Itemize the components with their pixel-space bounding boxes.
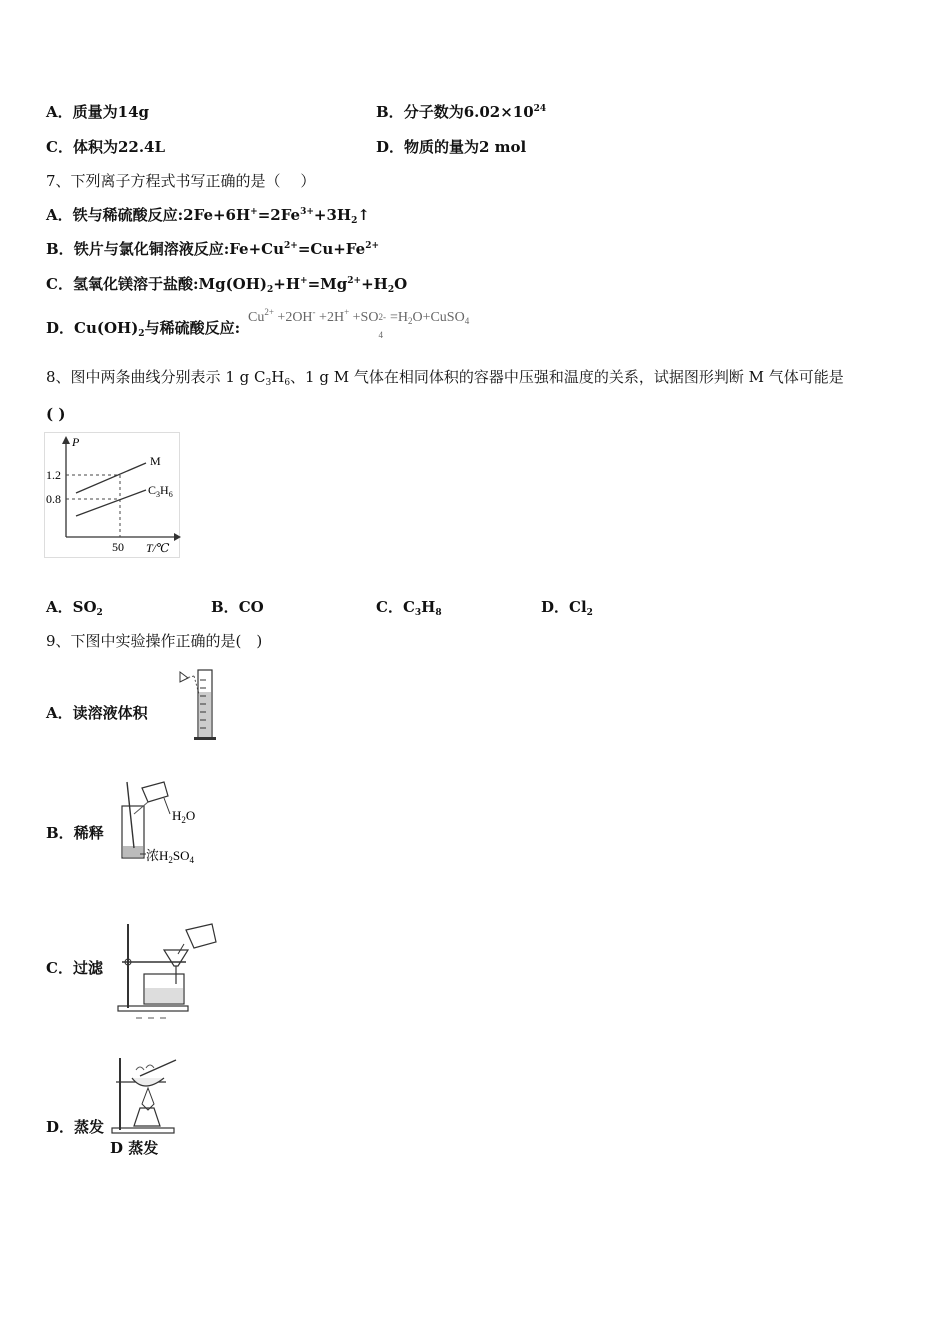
graph-label-m: M <box>150 454 161 468</box>
q9-option-d-caption: D 蒸发 <box>110 1139 159 1157</box>
q7-option-b: B．铁片与氯化铜溶液反应$:Fe+Cu^{2+}=Cu+Fe^{2+}$ <box>46 240 379 258</box>
q6-option-d: D．物质的量为2 mol <box>376 138 527 156</box>
q9-dilution-figure <box>112 778 212 868</box>
q9-option-b: B．稀释 <box>46 824 104 842</box>
q7-option-d-equation: $Cu^{2+} +2OH^- +2H^+ +SO$ 2- 4 $=H_2O+CuSO_4$ <box>248 307 470 340</box>
q9-option-c: C．过滤 <box>46 959 103 977</box>
q9-filtration-figure <box>116 918 222 1022</box>
graph-y-label: P <box>72 435 80 449</box>
q9-option-a: A．读溶液体积 <box>46 704 148 722</box>
q8-stem-paren: ( ) <box>46 405 66 423</box>
water-label: $H_2O$ <box>172 808 196 825</box>
graph-curve-c3h6 <box>76 490 146 516</box>
q9-option-d: D．蒸发 <box>46 1118 105 1136</box>
q8-option-b: B．CO <box>211 598 264 616</box>
q6-option-b: B．分子数为$6.02\times 10^{24}$ <box>376 103 547 121</box>
q6-option-c: C．体积为22.4L <box>46 138 166 156</box>
graph-curve-m <box>76 463 146 493</box>
q9-graduated-cylinder-figure <box>170 664 222 742</box>
q8-option-c: C．$C_3H_8$ <box>376 598 442 618</box>
q7-option-d: D．$Cu(OH)_2$与稀硫酸反应: <box>46 319 241 339</box>
q6-option-a: A．质量为14g <box>46 103 150 121</box>
graph-y-tick-0.8: 0.8 <box>46 492 61 506</box>
q9-stem: 9、下图中实验操作正确的是( ) <box>46 632 263 650</box>
q7-option-c: C．氢氧化镁溶于盐酸$:Mg(OH)_2+H^+=Mg^{2+}+H_2O$ <box>46 275 408 295</box>
graph-x-label: T/℃ <box>146 541 170 555</box>
graph-x-tick-50: 50 <box>112 540 124 554</box>
graph-label-c3h6: $C_3H_6$ <box>148 483 173 499</box>
q7-option-a: A．铁与稀硫酸反应$:2Fe+6H^+=2Fe^{3+}+3H_2↑$ <box>46 206 370 226</box>
q8-pressure-temperature-graph <box>44 432 182 560</box>
q8-stem: 8、图中两条曲线分别表示 1 g $C_3H_6$、1 g M 气体在相同体积的容器中压强和温度的关系，试据图形判断 M 气体可能是 <box>46 368 844 388</box>
q9-evaporation-figure <box>110 1054 190 1138</box>
graph-y-tick-1.2: 1.2 <box>46 468 61 482</box>
concentrated-acid-label: 浓$H_2SO_4$ <box>146 848 195 865</box>
q8-option-a: A．$SO_2$ <box>46 598 103 618</box>
q7-stem: 7、下列离子方程式书写正确的是（ ） <box>46 172 316 190</box>
q8-option-d: D．$Cl_2$ <box>541 598 593 618</box>
